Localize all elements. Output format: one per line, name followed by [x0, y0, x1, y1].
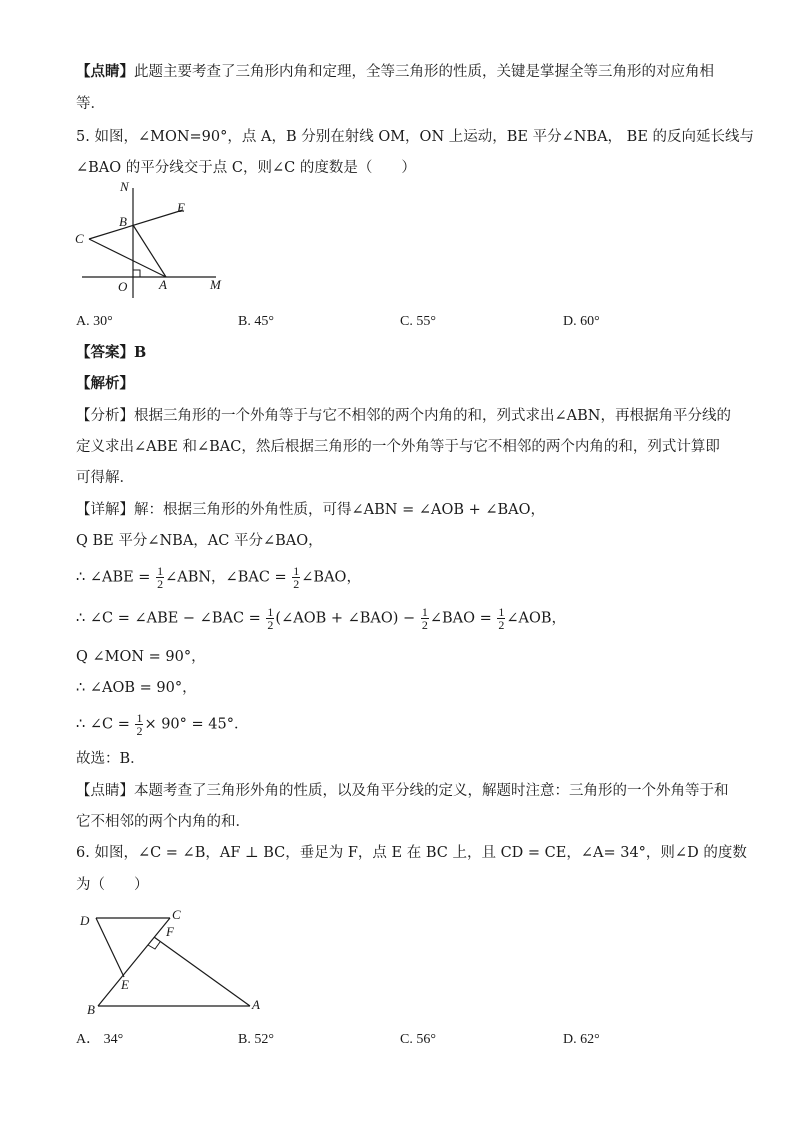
- fraction-half: $\frac{1}{2}$: [293, 564, 300, 591]
- fraction-half: $\frac{1}{2}$: [136, 711, 143, 738]
- q6-option-c: C. 56°: [400, 1032, 436, 1047]
- q5-label-n: N: [120, 179, 129, 194]
- q6-option-d: D. 62°: [563, 1032, 600, 1047]
- q5-detail-line3-a: ∴ ∠ABE =: [76, 569, 156, 586]
- prev-note-line1: [76, 62, 714, 82]
- q5-figure: [70, 178, 240, 298]
- q5-detail-line4-a: ∴ ∠C = ∠ABE − ∠BAC =: [76, 610, 266, 627]
- q5-stem-line2: ∠BAO 的平分线交于点 C，则∠C 的度数是（ ）: [76, 160, 416, 176]
- q5-answer: 【答案】B: [76, 344, 147, 361]
- q5-right-angle-mark: [133, 270, 140, 277]
- fraction-half: $\frac{1}{2}$: [498, 605, 505, 632]
- q5-detail-line6: ∴ ∠AOB = 90°，: [76, 680, 197, 696]
- q5-detail-line7-a: ∴ ∠C =: [76, 716, 135, 733]
- q5-detail-line3-c: ∠BAO，: [301, 569, 361, 586]
- q5-fenxi-line1: 【分析】根据三角形的一个外角等于与它不相邻的两个内角的和，列式求出∠ABN，再根据角平分线的: [76, 408, 731, 424]
- q6-option-a: A． 34°: [76, 1032, 124, 1047]
- q5-detail-line5: Q ∠MON = 90°，: [76, 649, 206, 665]
- q6-line-de: [96, 918, 124, 977]
- q5-label-e: E: [177, 200, 185, 215]
- q5-detail-line4-b: (∠AOB + ∠BAO) −: [275, 610, 420, 627]
- q5-detail-line1: 【详解】解：根据三角形的外角性质，可得∠ABN = ∠AOB + ∠BAO，: [76, 502, 546, 518]
- q6-stem-line2: 为（ ）: [76, 877, 149, 893]
- fraction-half: $\frac{1}{2}$: [157, 564, 164, 591]
- q6-label-e: E: [121, 977, 129, 992]
- fraction-half: $\frac{1}{2}$: [421, 605, 428, 632]
- q5-dianjing-line2: 它不相邻的两个内角的和．: [76, 814, 250, 830]
- q6-figure: [74, 902, 274, 1020]
- q6-label-d: D: [80, 913, 90, 928]
- q5-option-a: A. 30°: [76, 314, 113, 329]
- q5-detail-line7: [76, 712, 248, 737]
- prev-note-line2: 等．: [76, 96, 105, 112]
- q5-choose: 故选：B．: [76, 751, 145, 767]
- q6-line-af: [154, 937, 250, 1006]
- q5-detail-line2: Q BE 平分∠NBA，AC 平分∠BAO，: [76, 533, 323, 549]
- q6-label-f: F: [166, 924, 174, 939]
- q5-label-o: O: [118, 279, 128, 294]
- q5-detail-line3-b: ∠ABN，∠BAC =: [165, 569, 292, 586]
- q5-label-m: M: [210, 277, 221, 292]
- q5-fenxi-line2: 定义求出∠ABE 和∠BAC，然后根据三角形的一个外角等于与它不相邻的两个内角的和，列式计算即: [76, 439, 720, 455]
- q6-line-cb: [98, 918, 170, 1006]
- q6-stem-line1: 6. 如图，∠C = ∠B，AF ⊥ BC，垂足为 F，点 E 在 BC 上，且 CD = CE，∠A= 34°，则∠D 的度数: [76, 845, 747, 861]
- q5-fenxi-line3: 可得解．: [76, 470, 134, 486]
- q6-label-a: A: [252, 997, 260, 1012]
- q5-detail-line7-b: × 90° = 45°．: [144, 716, 249, 733]
- q5-detail-line4: [76, 606, 566, 631]
- q5-option-b: B. 45°: [238, 314, 274, 329]
- q6-label-b: B: [87, 1002, 95, 1017]
- q5-analysis-title: 【解析】: [76, 375, 134, 392]
- q5-label-b: B: [119, 214, 127, 229]
- q5-detail-line4-d: ∠AOB，: [506, 610, 567, 627]
- q5-detail-line4-c: ∠BAO =: [429, 610, 497, 627]
- prev-note-tag: 【点睛】: [76, 63, 134, 80]
- q5-line-ce: [89, 210, 183, 239]
- q5-detail-line3: [76, 565, 361, 590]
- q5-label-c: C: [75, 231, 84, 246]
- q5-option-c: C. 55°: [400, 314, 436, 329]
- q6-option-b: B. 52°: [238, 1032, 274, 1047]
- q6-label-c: C: [172, 907, 181, 922]
- q5-dianjing-line1: 【点睛】本题考查了三角形外角的性质，以及角平分线的定义，解题时注意：三角形的一个外角等于和: [76, 783, 729, 799]
- fraction-half: $\frac{1}{2}$: [267, 605, 274, 632]
- q5-option-d: D. 60°: [563, 314, 600, 329]
- q5-label-a: A: [159, 277, 167, 292]
- prev-note-text: 此题主要考查了三角形内角和定理，全等三角形的性质，关键是掌握全等三角形的对应角相: [134, 64, 714, 80]
- q5-stem-line1: 5. 如图，∠MON=90°，点 A，B 分别在射线 OM，ON 上运动，BE 平分∠NBA， BE 的反向延长线与: [76, 129, 755, 145]
